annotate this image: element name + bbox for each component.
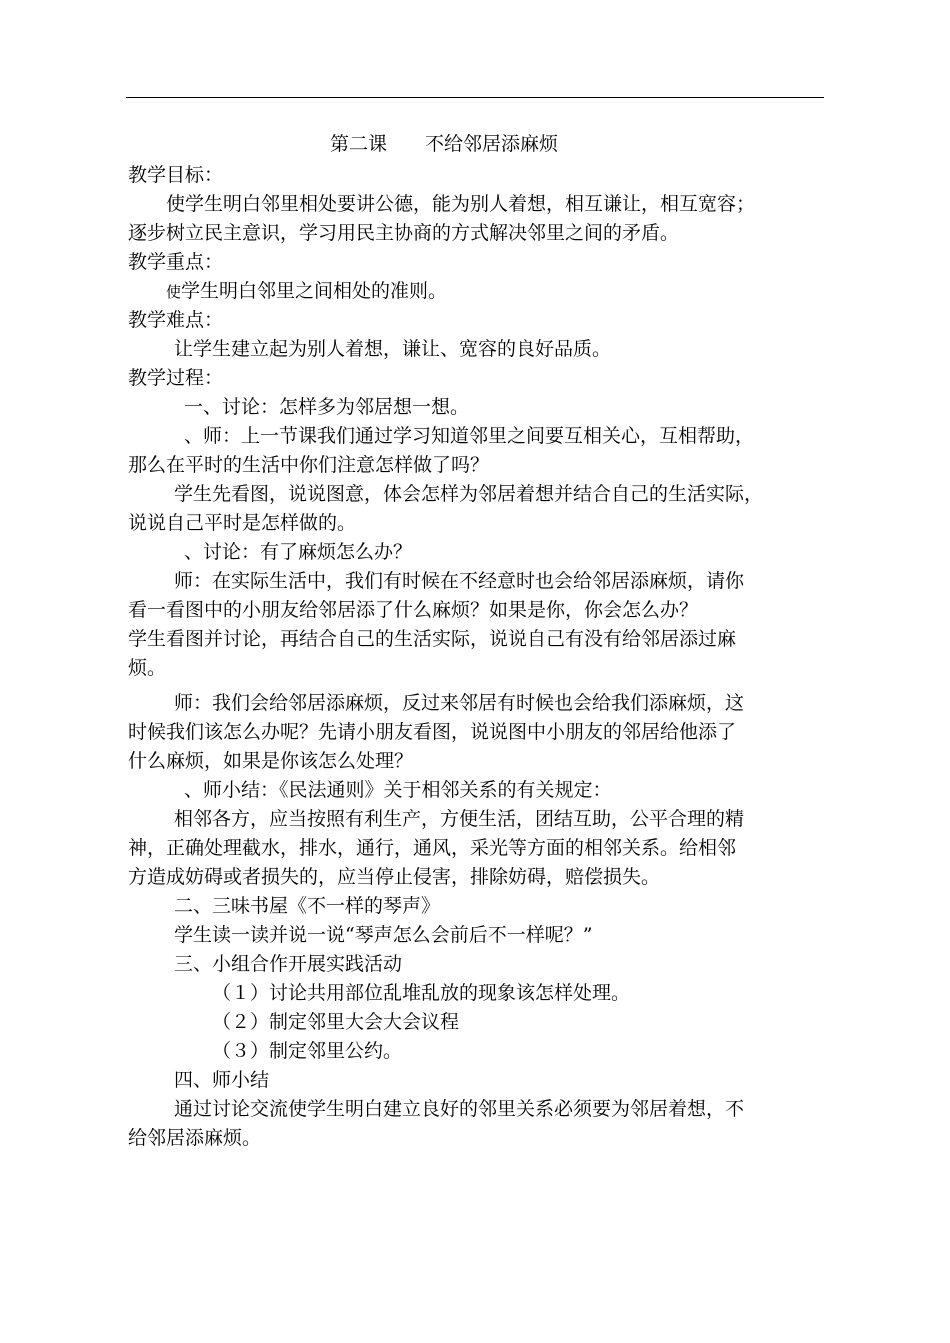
key-heading: 教学重点： [128,251,224,273]
process-line: 一、讨论：怎样多为邻居想一想。 [184,396,470,418]
process-heading: 教学过程： [128,367,224,389]
goals-text-line: 使学生明白邻里相处要讲公德，能为别人着想，相互谦让，相互宽容； [166,193,756,215]
process-list-item: （３）制定邻里公约。 [212,1040,403,1062]
process-line: 、师小结：《民法通则》关于相邻关系的有关规定： [184,779,612,801]
process-line: 学生先看图，说说图意，体会怎样为邻居着想并结合自己的生活实际， [174,483,764,505]
process-line: 、讨论：有了麻烦怎么办？ [184,541,413,563]
process-line: 方造成妨碍或者损失的，应当停止侵害，排除妨碍，赔偿损失。 [128,866,661,888]
key-rest: 学生明白邻里之间相处的准则。 [181,280,448,302]
process-line: 看一看图中的小朋友给邻居添了什么麻烦？如果是你，你会怎么办？ [128,599,699,621]
process-line: 学生看图并讨论，再结合自己的生活实际，说说自己有没有给邻居添过麻 [128,628,737,650]
process-line: 给邻居添麻烦。 [128,1127,262,1149]
goals-text-line: 逐步树立民主意识，学习用民主协商的方式解决邻里之间的矛盾。 [128,222,680,244]
process-line: 、师：上一节课我们通过学习知道邻里之间要互相关心，互相帮助， [184,425,755,447]
header-rule [126,97,824,98]
process-line: 师：我们会给邻居添麻烦，反过来邻居有时候也会给我们添麻烦，这 [174,692,745,714]
goals-heading: 教学目标： [128,164,224,186]
difficulty-heading: 教学难点： [128,309,224,331]
key-prefix: 使 [166,283,182,301]
process-list-item: （１）讨论共用部位乱堆乱放的现象该怎样处理。 [212,982,631,1004]
process-line: 神，正确处理截水，排水，通行，通风，采光等方面的相邻关系。给相邻 [128,837,737,859]
process-line: 四、师小结 [174,1069,270,1091]
difficulty-text: 让学生建立起为别人着想，谦让、宽容的良好品质。 [174,338,612,360]
process-line: 学生读一读并说一说“琴声怎么会前后不一样呢？” [174,924,593,946]
process-line: 烦。 [128,657,167,679]
process-line: 三、小组合作开展实践活动 [174,953,403,975]
key-text [128,277,822,306]
process-line: 相邻各方，应当按照有利生产，方便生活，团结互助，公平合理的精 [174,808,745,830]
process-line: 时候我们该怎么办呢？先请小朋友看图，说说图中小朋友的邻居给他添了 [128,721,737,743]
process-line: 二、三味书屋《不一样的琴声》 [174,895,441,917]
process-line: 什么麻烦，如果是你该怎么处理？ [128,750,414,772]
process-line: 师：在实际生活中，我们有时候在不经意时也会给邻居添麻烦，请你 [174,570,745,592]
process-line: 说说自己平时是怎样做的。 [128,512,357,534]
lesson-title: 第二课 不给邻居添麻烦 [330,133,559,155]
document-body [128,127,822,1153]
process-line: 通过讨论交流使学生明白建立良好的邻里关系必须要为邻居着想，不 [174,1098,745,1120]
process-list-item: （２）制定邻里大会大会议程 [212,1011,460,1033]
process-line: 那么在平时的生活中你们注意怎样做了吗？ [128,454,490,476]
